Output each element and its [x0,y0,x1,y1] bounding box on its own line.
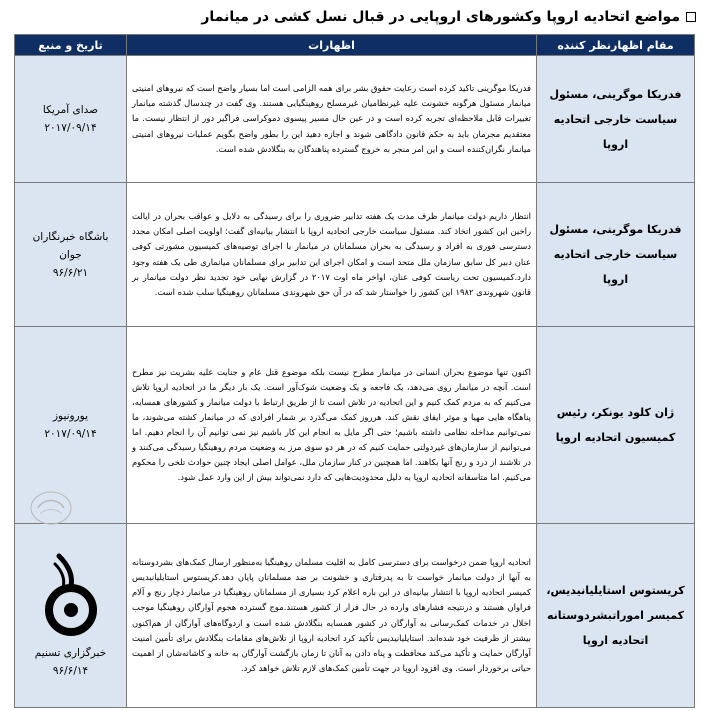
official-cell: کریستوس استایلیانیدیس، کمیسر اموراتبشردوستانه اتحادیه اروپا [537,524,695,708]
source-date: ۲۰۱۷/۰۹/۱۴ [44,122,97,134]
table-row [15,327,695,524]
page-title: مواضع اتحادیه اروپا وکشورهای اروپایی در قبال نسل کشی در میانمار [201,9,680,25]
column-header-source: تاریخ و منبع [15,35,127,56]
source-name: یورونیوز [52,410,89,422]
official-cell: فدریکا موگرینی، مسئول سیاست خارجی اتحادیه اروپا [537,183,695,327]
source-cell [15,56,127,183]
official-cell: فدریکا موگرینی، مسئول سیاست خارجی اتحادیه اروپا [537,56,695,183]
statement-cell: اتحادیه اروپا ضمن درخواست برای دسترسی کامل به اقلیت مسلمان روهینگیا به‌منظور ارسال کمک‌های بشردوستانه به آنها از دولت میانمار خواست تا به پدرفتاری و خشونت بر ضد مسلمانان پایان دهد.کریستوس استایلیانیدیس کمیسر اتحادیه اروپا با انتشار بیانیه‌ای در این باره اعلام کرد بسیاری از مسلمانان روهینگیا در میانمار دچار رنج و آلام فراوان هستند و درنتیجه فشارهای وارده در حال فرار از کشور هستند.موج گسترده هجوم آوارگان روهینگیا موجب اخلال در خدمات کمک‌رسانی به آوارگان در کشور همسایه بنگلادش شده است و اردوگاه‌های آوارگان از هم‌اکنون بیشتر از ظرفیت خود شده‌اند. استایلیانیدیس تأکید کرد اتحادیه اروپا از تلاش‌های مقامات بنگلادش برای تأمین امنیت آوارگان حمایت و تأکید می‌کند محافظت و پناه دادن به آنان تا زمان بازگشت آوارگان به خانه و کاشانه‌شان از اهمیت حیاتی برخوردار است. وی افزود اروپا در جهت تأمین کمک‌های لازم تلاش خواهد کرد. [127,524,537,708]
source-date: ۹۶/۶/۱۴ [52,664,89,677]
column-header-statements: اظهارات [127,35,537,56]
watermark-seal-icon [28,488,74,528]
source-name: باشگاه خبرنگاران جوان [32,230,109,261]
table-row [15,183,695,327]
statement-cell: انتظار داریم دولت میانمار ظرف مدت یک هفته تدابیر ضروری را برای رسیدگی به دلایل و عواقب بحران در ایالت راخین این کشور اتخاذ کند. مسئول سیاست خارجی اتحادیه اروپا با انتشار بیانیه‌ای گفت: اولویت اصلی امکان مجدد دسترسی فوری به افراد و رسیدگی به بحران مسلمانان در میانمار با اجرای توصیه‌های کمیسیون مشورتی کوفی عنان دبیر کل سابق سازمان ملل متحد است و امکان اجرای این تدابیر برای مسلمانان میانماری طی یک هفته وجود دارد.کمیسیون تحت ریاست کوفی عنان، اواخر ماه اوت ۲۰۱۷ در گزارش نهایی خود تجدید نظر دولت میانمار بر قانون شهروندی ۱۹۸۲ این کشور را خواستار شد که در آن حق شهروندی مسلمانان روهینگیا سلب شده است. [127,183,537,327]
source-cell [15,183,127,327]
checkbox-square-icon [686,12,696,22]
stances-table [14,34,695,708]
news-agency-logo-icon [39,552,103,638]
table-row [15,524,695,708]
column-header-official: مقام اظهارنظر کننده [537,35,695,56]
source-name: خبرگزاری تسنیم [34,646,107,659]
table-row [15,56,695,183]
official-cell: ژان کلود یونکر، رئیس کمیسیون اتحادیه اروپا [537,327,695,524]
source-date: ۹۶/۶/۲۱ [52,266,89,279]
source-date: ۲۰۱۷/۰۹/۱۴ [44,428,97,440]
page-heading [12,5,696,29]
table-header-row [15,35,695,56]
statement-cell: فدریکا موگرینی تاکید کرده است رعایت حقوق بشر برای همه الزامی است اما بسیار واضح است که نیروهای امنیتی میانمار مسئول هرگونه خشونت علیه غیرنظامیان غیرمسلح روهینگیایی هستند. وی گفت در چندسال گذشته میانمار تغییرات قابل ملاحظه‌ای تجربه کرده است و در عین حال مسیر پیسوی دموکراسی فراگیر دور از انتظار نیست. ما معتقدیم مجرمان باید به حکم قانون دادگاهی شوند و اجازه دهید این را بطور واضح بگویم عملیات نیروهای امنیتی میانمار نگران‌کننده است و این امر منجر به خروج گسترده پناهندگان به بنگلادش شده است. [127,56,537,183]
statement-cell: اکنون تنها موضوع بحران انسانی در میانمار مطرح نیست بلکه موضوع قتل عام و جنایت علیه بشریت نیز مطرح است. آنچه در میانمار روی می‌دهد، یک فاجعه و یک وضعیت شوک‌آور است. یک بار دیگر ما در اتحادیه اروپا تلاش می‌کنیم که به مردم کمک کنیم و این اتحادیه در تلاش است تا از طریق ارتباط با دولت میانمار و کشورهای همسایه، پناهگاه هایی مهیا و موثر ایفای نقش کند. هرروز کمک می‌گذرد بر شمار افرادی که در میانمار کشته می‌شوند، ما نمی‌توانیم مداخله نظامی داشته باشیم؛ حتی اگر مایل به انجام این کار باشیم نیز نمی توانیم آن را انجام دهیم. اما می‌توانیم از سازمان‌های غیردولتی حمایت کنیم که در هر دو سوی مرز به وضعیت مردم روهینگیا رسیدگی می‌کنند و در تلاشند از درد و رنج آنها بکاهند. اما همچنین در کنار سازمان ملل، عوامل اصلی ایجاد چنین حوادث تلخی را محکوم می‌کنیم. اما متاسفانه اتحادیه اروپا به دلیل محدودیت‌هایی که دارد نمی‌تواند بیش از این وارد عمل شود. [127,327,537,524]
source-name: صدای آمریکا [42,104,99,116]
source-cell [15,524,127,708]
